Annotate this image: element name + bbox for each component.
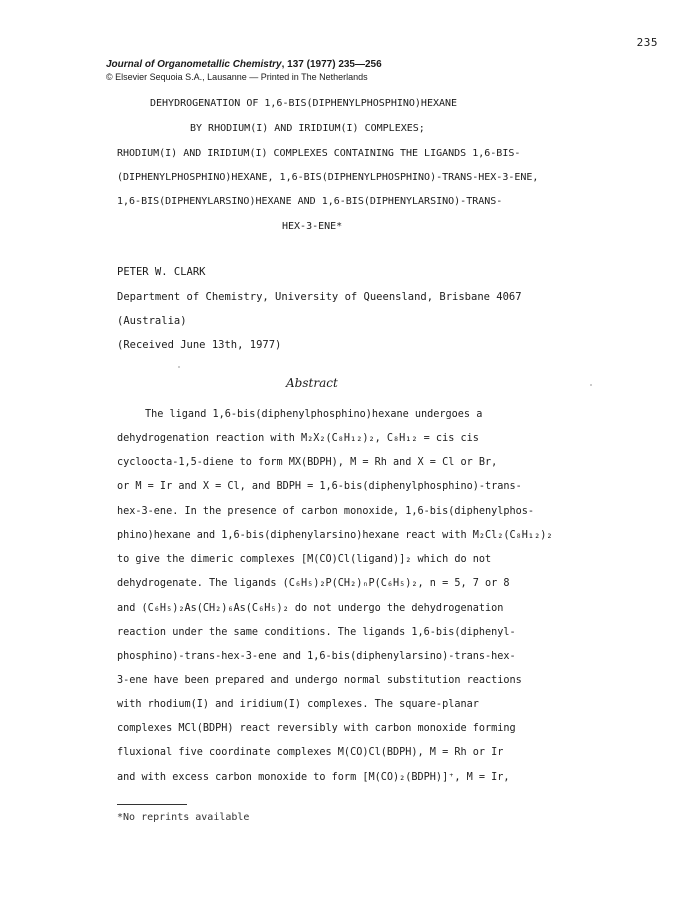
journal-header xyxy=(106,58,382,84)
title-line-6: HEX-3-ENE* xyxy=(282,221,343,232)
scan-speck xyxy=(178,366,180,368)
abstract-line: or M = Ir and X = Cl, and BDPH = 1,6-bis(diphenylphosphino)-trans- xyxy=(117,481,522,492)
abstract-line: phosphino)-trans-hex-3-ene and 1,6-bis(diphenylarsino)-trans-hex- xyxy=(117,651,516,662)
abstract-line: The ligand 1,6-bis(diphenylphosphino)hexane undergoes a xyxy=(145,409,483,420)
abstract-line: 3-ene have been prepared and undergo normal substitution reactions xyxy=(117,675,522,686)
footnote-rule xyxy=(117,804,187,805)
title-line-4: (DIPHENYLPHOSPHINO)HEXANE, 1,6-BIS(DIPHENYLPHOSPHINO)-TRANS-HEX-3-ENE, xyxy=(117,172,539,183)
title-line-5: 1,6-BIS(DIPHENYLARSINO)HEXANE AND 1,6-BIS(DIPHENYLARSINO)-TRANS- xyxy=(117,196,503,207)
abstract-line: dehydrogenation reaction with M₂X₂(C₈H₁₂)₂, C₈H₁₂ = cis cis xyxy=(117,433,479,444)
abstract-line: phino)hexane and 1,6-bis(diphenylarsino)hexane react with M₂Cl₂(C₈H₁₂)₂ xyxy=(117,530,553,541)
abstract-line: reaction under the same conditions. The ligands 1,6-bis(diphenyl- xyxy=(117,627,516,638)
journal-name: Journal of Organometallic Chemistry xyxy=(106,59,282,70)
abstract-line: and with excess carbon monoxide to form [M(CO)₂(BDPH)]⁺, M = Ir, xyxy=(117,772,510,783)
footnote: *No reprints available xyxy=(117,812,250,823)
abstract-line: with rhodium(I) and iridium(I) complexes. The square-planar xyxy=(117,699,479,710)
abstract-line: complexes MCl(BDPH) react reversibly with carbon monoxide forming xyxy=(117,723,516,734)
journal-volume-pages: , 137 (1977) 235—256 xyxy=(281,59,382,70)
title-line-1: DEHYDROGENATION OF 1,6-BIS(DIPHENYLPHOSPHINO)HEXANE xyxy=(150,98,458,109)
abstract-line: and (C₆H₅)₂As(CH₂)₆As(C₆H₅)₂ do not undergo the dehydrogenation xyxy=(117,603,504,614)
abstract-line: dehydrogenate. The ligands (C₆H₅)₂P(CH₂)ₙP(C₆H₅)₂, n = 5, 7 or 8 xyxy=(117,578,510,589)
affiliation-line-2: (Australia) xyxy=(117,315,187,327)
abstract-line: cycloocta-1,5-diene to form MX(BDPH), M = Rh and X = Cl or Br, xyxy=(117,457,498,468)
copyright-notice: © Elsevier Sequoia S.A., Lausanne — Printed in The Netherlands xyxy=(106,72,368,82)
abstract-heading: Abstract xyxy=(286,376,338,390)
received-date: (Received June 13th, 1977) xyxy=(117,339,282,351)
abstract-line: to give the dimeric complexes [M(CO)Cl(ligand)]₂ which do not xyxy=(117,554,492,565)
scan-speck xyxy=(590,384,592,386)
abstract-line: fluxional five coordinate complexes M(CO)Cl(BDPH), M = Rh or Ir xyxy=(117,747,504,758)
abstract-line: hex-3-ene. In the presence of carbon monoxide, 1,6-bis(diphenylphos- xyxy=(117,506,535,517)
affiliation-line-1: Department of Chemistry, University of Queensland, Brisbane 4067 xyxy=(117,291,522,303)
author-name: PETER W. CLARK xyxy=(117,266,206,278)
page-number: 235 xyxy=(636,36,658,49)
journal-citation xyxy=(106,58,382,71)
title-line-3: RHODIUM(I) AND IRIDIUM(I) COMPLEXES CONTAINING THE LIGANDS 1,6-BIS- xyxy=(117,148,521,159)
title-line-2: BY RHODIUM(I) AND IRIDIUM(I) COMPLEXES; xyxy=(190,123,425,134)
